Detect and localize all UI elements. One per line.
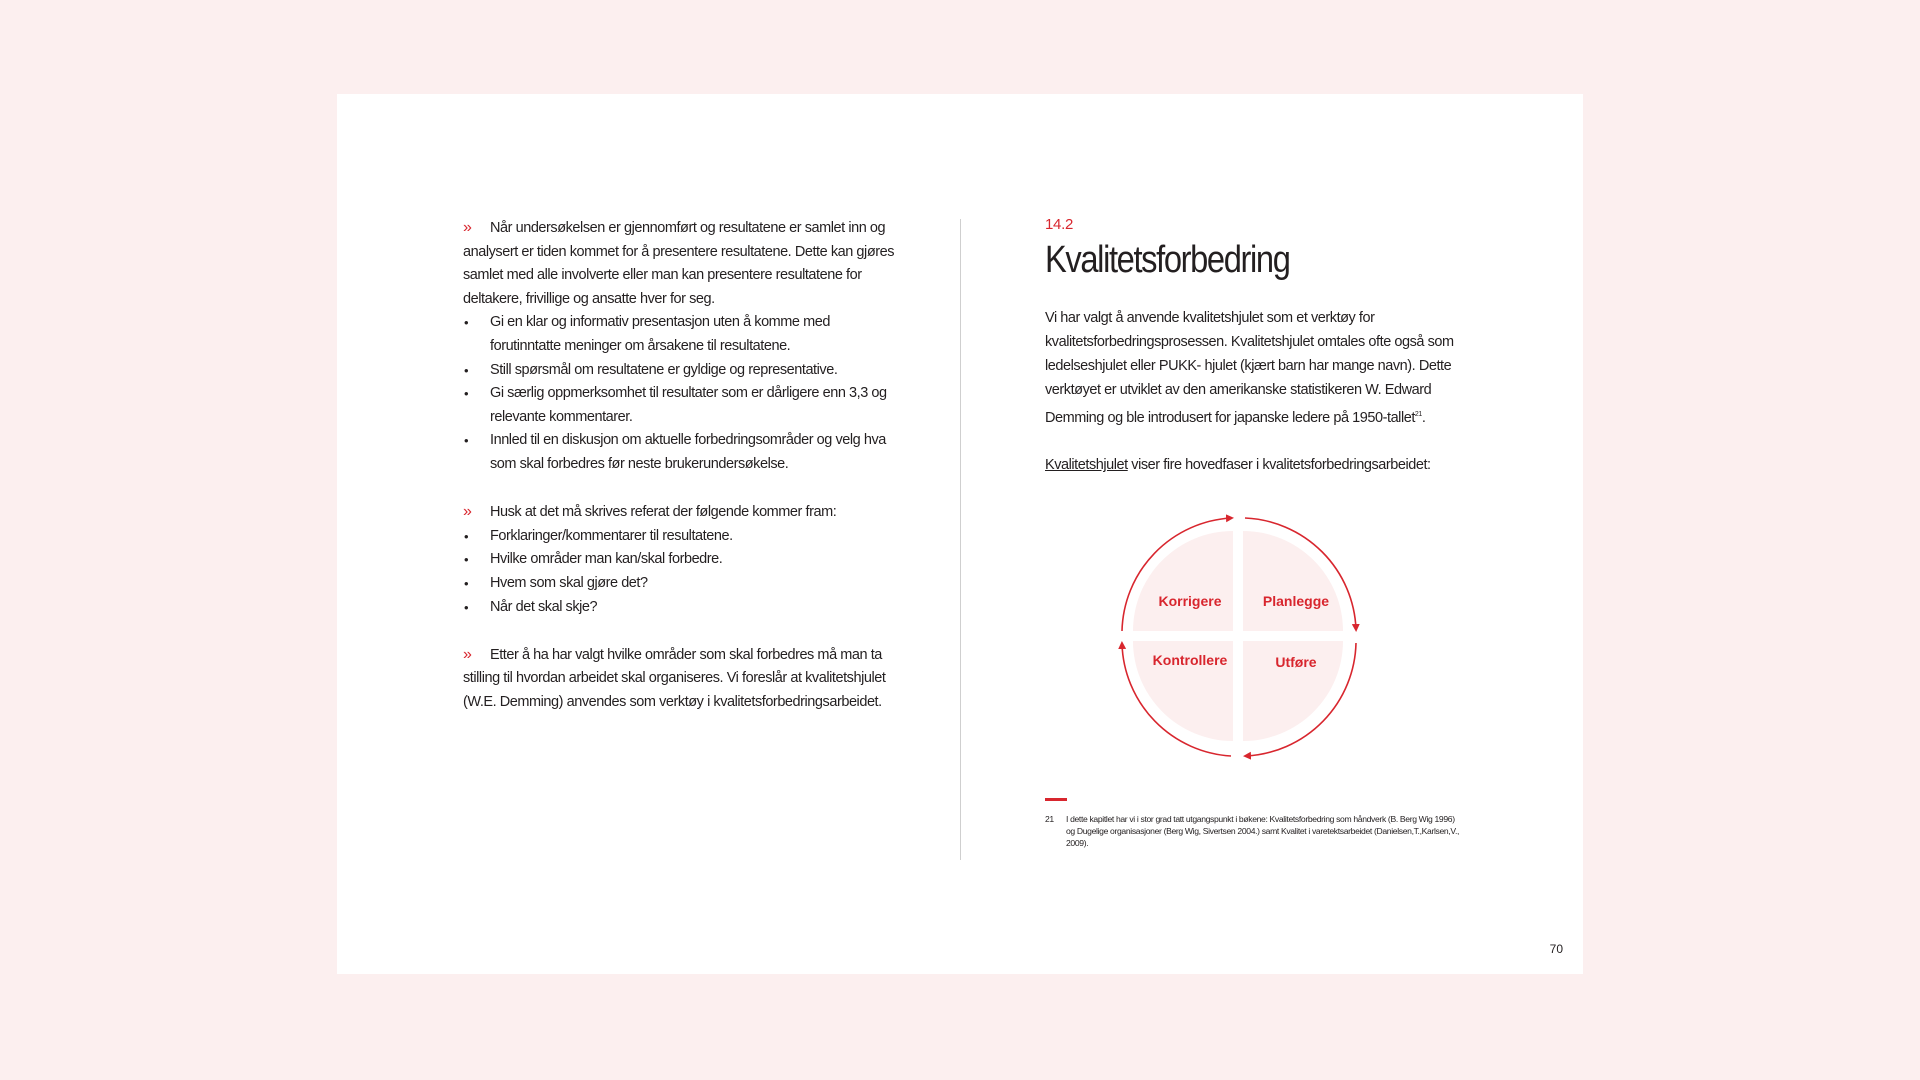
paragraph-presentation: » Når undersøkelsen er gjennomført og resultatene er samlet inn og analysert er tiden kommet for å presentere resultatene. Dette kan gjøres samlet med alle involverte eller man kan presentere resultatene for deltakere, frivillige og ansatte hver for seg. — [463, 216, 903, 311]
bullet-icon: • — [464, 528, 469, 544]
wheel-intro-paragraph: Kvalitetshjulet viser fire hovedfaser i kvalitetsforbedringsarbeidet: — [1045, 457, 1431, 474]
list-item: • Når det skal skje? — [463, 596, 903, 620]
wheel-quadrant-korrigere — [1133, 531, 1233, 631]
kvalitetshjulet-link[interactable]: Kvalitetshjulet — [1045, 457, 1128, 474]
list-item: • Innled til en diskusjon om aktuelle forbedringsområder og velg hva som skal forbedres før neste brukerundersøkelse. — [463, 429, 903, 476]
minutes-list — [463, 525, 903, 619]
bullet-icon: • — [464, 315, 469, 331]
book-spread — [337, 94, 1583, 974]
wheel-label-korrigere: Korrigere — [1158, 593, 1222, 609]
wheel-label-kontrollere: Kontrollere — [1152, 652, 1228, 668]
bullet-icon: • — [464, 433, 469, 449]
footnote — [1045, 813, 1465, 849]
page-number: 70 — [1549, 942, 1563, 956]
list-item: • Gi en klar og informativ presentasjon uten å komme med forutinntatte meninger om årsakene til resultatene. — [463, 311, 903, 358]
list-item: • Still spørsmål om resultatene er gyldige og representative. — [463, 359, 903, 383]
chevron-icon: » — [463, 645, 472, 663]
wheel-quadrant-planlegge — [1243, 531, 1343, 631]
left-page-text — [463, 216, 903, 714]
chevron-icon: » — [463, 503, 472, 521]
chevron-icon: » — [463, 219, 472, 236]
paragraph-minutes: » Husk at det må skrives referat der følgende kommer fram: — [463, 500, 903, 525]
bullet-icon: • — [464, 362, 469, 378]
right-page-text — [1045, 216, 1465, 478]
bullet-icon: • — [464, 386, 469, 402]
quality-wheel-diagram — [1108, 502, 1368, 772]
list-item: • Gi særlig oppmerksomhet til resultater som er dårligere enn 3,3 og relevante kommentarer. — [463, 382, 903, 429]
section-number: 14.2 — [1045, 216, 1073, 233]
footnote-divider — [1045, 798, 1067, 801]
footnote-number: 21 — [1045, 814, 1054, 824]
wheel-label-planlegge: Planlegge — [1262, 593, 1330, 609]
intro-paragraph: Vi har valgt å anvende kvalitetshjulet som et verktøy for kvalitetsforbedringsprosessen. Kvalitetshjulet omtales ofte også som ledelseshjulet eller PUKK- hjulet (kjært barn har mange navn). Dette verktøyet er utviklet av den amerikanske statistikeren W. Edward Demming og ble introdusert for japanske ledere på 1950-tallet$^{21}$. — [1045, 310, 1454, 426]
wheel-label-utfore: Utføre — [1275, 654, 1317, 670]
page-gutter-divider — [960, 219, 961, 860]
footnote-text: I dette kapitlet har vi i stor grad tatt utgangspunkt i bøkene: Kvalitetsforbedring som håndverk (B. Berg Wig 1996) og Dugelige organisasjoner (Berg Wig, Sivertsen 2004.) samt Kvalitet i varetektsarbeidet (Danielsen,T.,Karlsen,V., 2009). — [1066, 814, 1460, 848]
footnote-reference: 21 — [1414, 410, 1422, 418]
list-item: • Forklaringer/kommentarer til resultatene. — [463, 525, 903, 549]
bullet-icon: • — [464, 599, 469, 615]
list-item: • Hvem som skal gjøre det? — [463, 572, 903, 596]
bullet-icon: • — [464, 552, 469, 568]
presentation-list — [463, 311, 903, 476]
paragraph-organisation: » Etter å ha har valgt hvilke områder som skal forbedres må man ta stilling til hvordan arbeidet skal organiseres. Vi foreslår at kvalitetshjulet (W.E. Demming) anvendes som verktøy i kvalitetsforbedringsarbeidet. — [463, 643, 903, 715]
bullet-icon: • — [464, 575, 469, 591]
list-item: • Hvilke områder man kan/skal forbedre. — [463, 548, 903, 572]
section-title: Kvalitetsforbedring — [1045, 239, 1290, 281]
